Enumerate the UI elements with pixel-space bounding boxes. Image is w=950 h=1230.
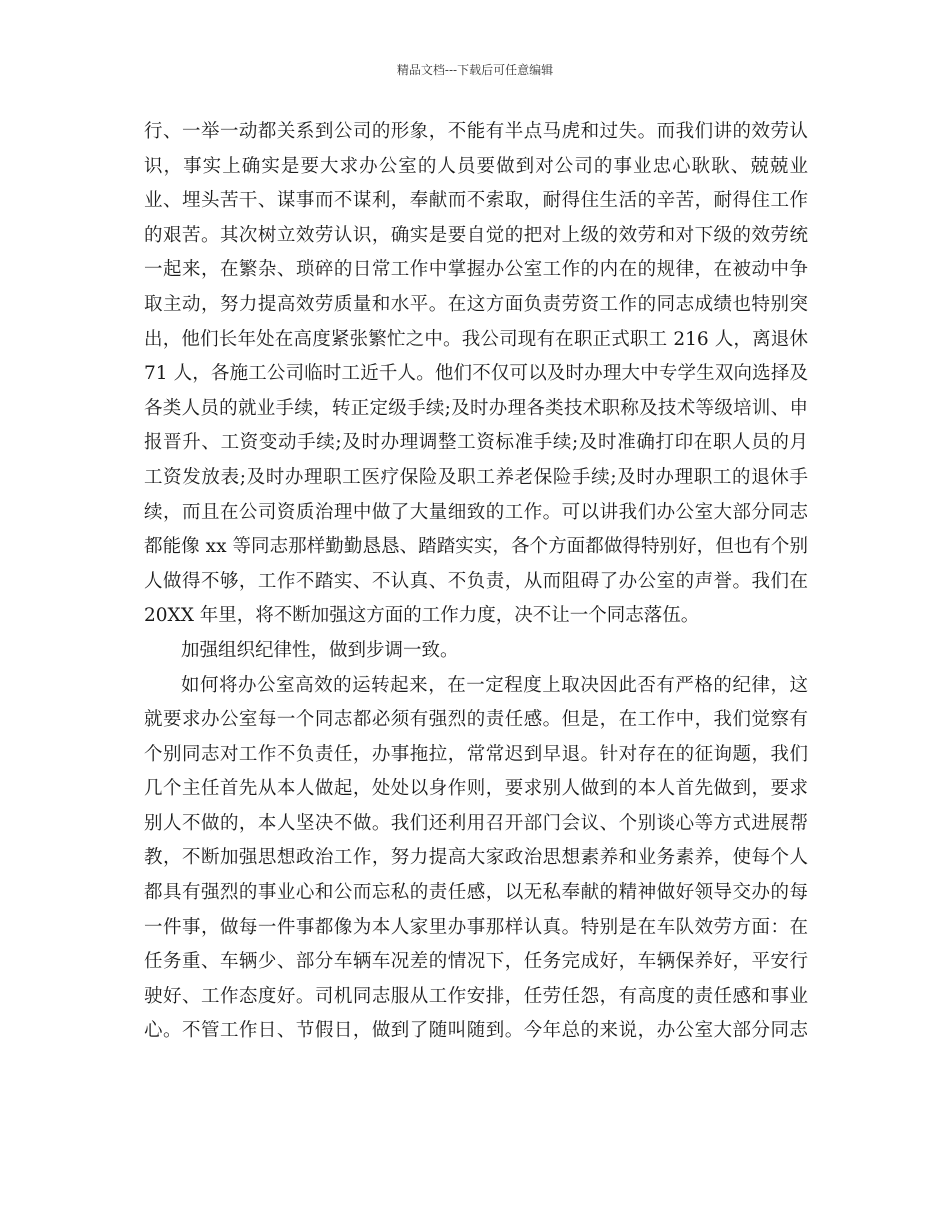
text-line: 一起来，在繁杂、琐碎的日常工作中掌握办公室工作的内在的规律，在被动中争 [144, 259, 808, 281]
text-line: 加强组织纪律性，做到步调一致。 [181, 639, 459, 661]
text-line: 的艰苦。其次树立效劳认识，确实是要自觉的把对上级的效劳和对下级的效劳统 [144, 224, 808, 246]
text-line: 就要求办公室每一个同志都必须有强烈的责任感。但是，在工作中，我们觉察有 [144, 709, 808, 731]
text-line: 驶好、工作态度好。司机同志服从工作安排，任劳任怨，有高度的责任感和事业 [144, 985, 808, 1007]
text-line: 识，事实上确实是要大求办公室的人员要做到对公司的事业忠心耿耿、兢兢业 [144, 155, 808, 177]
text-line: 业、埋头苦干、谋事而不谋利，奉献而不索取，耐得住生活的辛苦，耐得住工作 [144, 190, 808, 212]
text-line: 报晋升、工资变动手续;及时办理调整工资标准手续;及时准确打印在职人员的月 [144, 432, 808, 454]
text-line: 各类人员的就业手续，转正定级手续;及时办理各类技术职称及技术等级培训、申 [144, 397, 808, 419]
text-line: 一件事，做每一件事都像为本人家里办事那样认真。特别是在车队效劳方面：在 [144, 916, 808, 938]
text-line: 教，不断加强思想政治工作，努力提高大家政治思想素养和业务素养，使每个人 [144, 847, 808, 869]
text-line: 几个主任首先从本人做起，处处以身作则，要求别人做到的本人首先做到，要求 [144, 778, 808, 800]
section-heading [144, 634, 808, 669]
text-line: 心。不管工作日、节假日，做到了随叫随到。今年总的来说，办公室大部分同志 [144, 1020, 808, 1042]
text-line: 续，而且在公司资质治理中做了大量细致的工作。可以讲我们办公室大部分同志 [144, 501, 808, 523]
paragraph [144, 669, 808, 1050]
text-line: 别人不做的，本人坚决不做。我们还利用召开部门会议、个别谈心等方式进展帮 [144, 812, 808, 834]
text-line: 任务重、车辆少、部分车辆车况差的情况下，任务完成好，车辆保养好，平安行 [144, 951, 808, 973]
paragraph [144, 115, 808, 634]
text-line: 取主动，努力提高效劳质量和水平。在这方面负责劳资工作的同志成绩也特别突 [144, 293, 808, 315]
text-line: 都具有强烈的事业心和公而忘私的责任感，以无私奉献的精神做好领导交办的每 [144, 882, 808, 904]
text-line: 20XX 年里，将不断加强这方面的工作力度，决不让一个同志落伍。 [144, 605, 700, 627]
text-line: 行、一举一动都关系到公司的形象，不能有半点马虎和过失。而我们讲的效劳认 [144, 121, 808, 142]
text-line: 71 人，各施工公司临时工近千人。他们不仅可以及时办理大中专学生双向选择及 [144, 363, 808, 385]
text-line: 人做得不够，工作不踏实、不认真、不负责，从而阻碍了办公室的声誉。我们在 [144, 570, 808, 592]
text-line: 如何将办公室高效的运转起来，在一定程度上取决因此否有严格的纪律，这 [181, 674, 808, 696]
text-line: 个别同志对工作不负责任，办事拖拉，常常迟到早退。针对存在的征询题，我们 [144, 743, 808, 765]
text-line: 工资发放表;及时办理职工医疗保险及职工养老保险手续;及时办理职工的退休手 [144, 466, 808, 488]
text-line: 都能像 xx 等同志那样勤勤恳恳、踏踏实实，各个方面都做得特别好，但也有个别 [144, 536, 808, 558]
page-header: 精品文档---下载后可任意编辑 [396, 63, 554, 77]
text-line: 出，他们长年处在高度紧张繁忙之中。我公司现有在职正式职工 216 人，离退休 [144, 328, 808, 350]
document-body [144, 115, 808, 1049]
